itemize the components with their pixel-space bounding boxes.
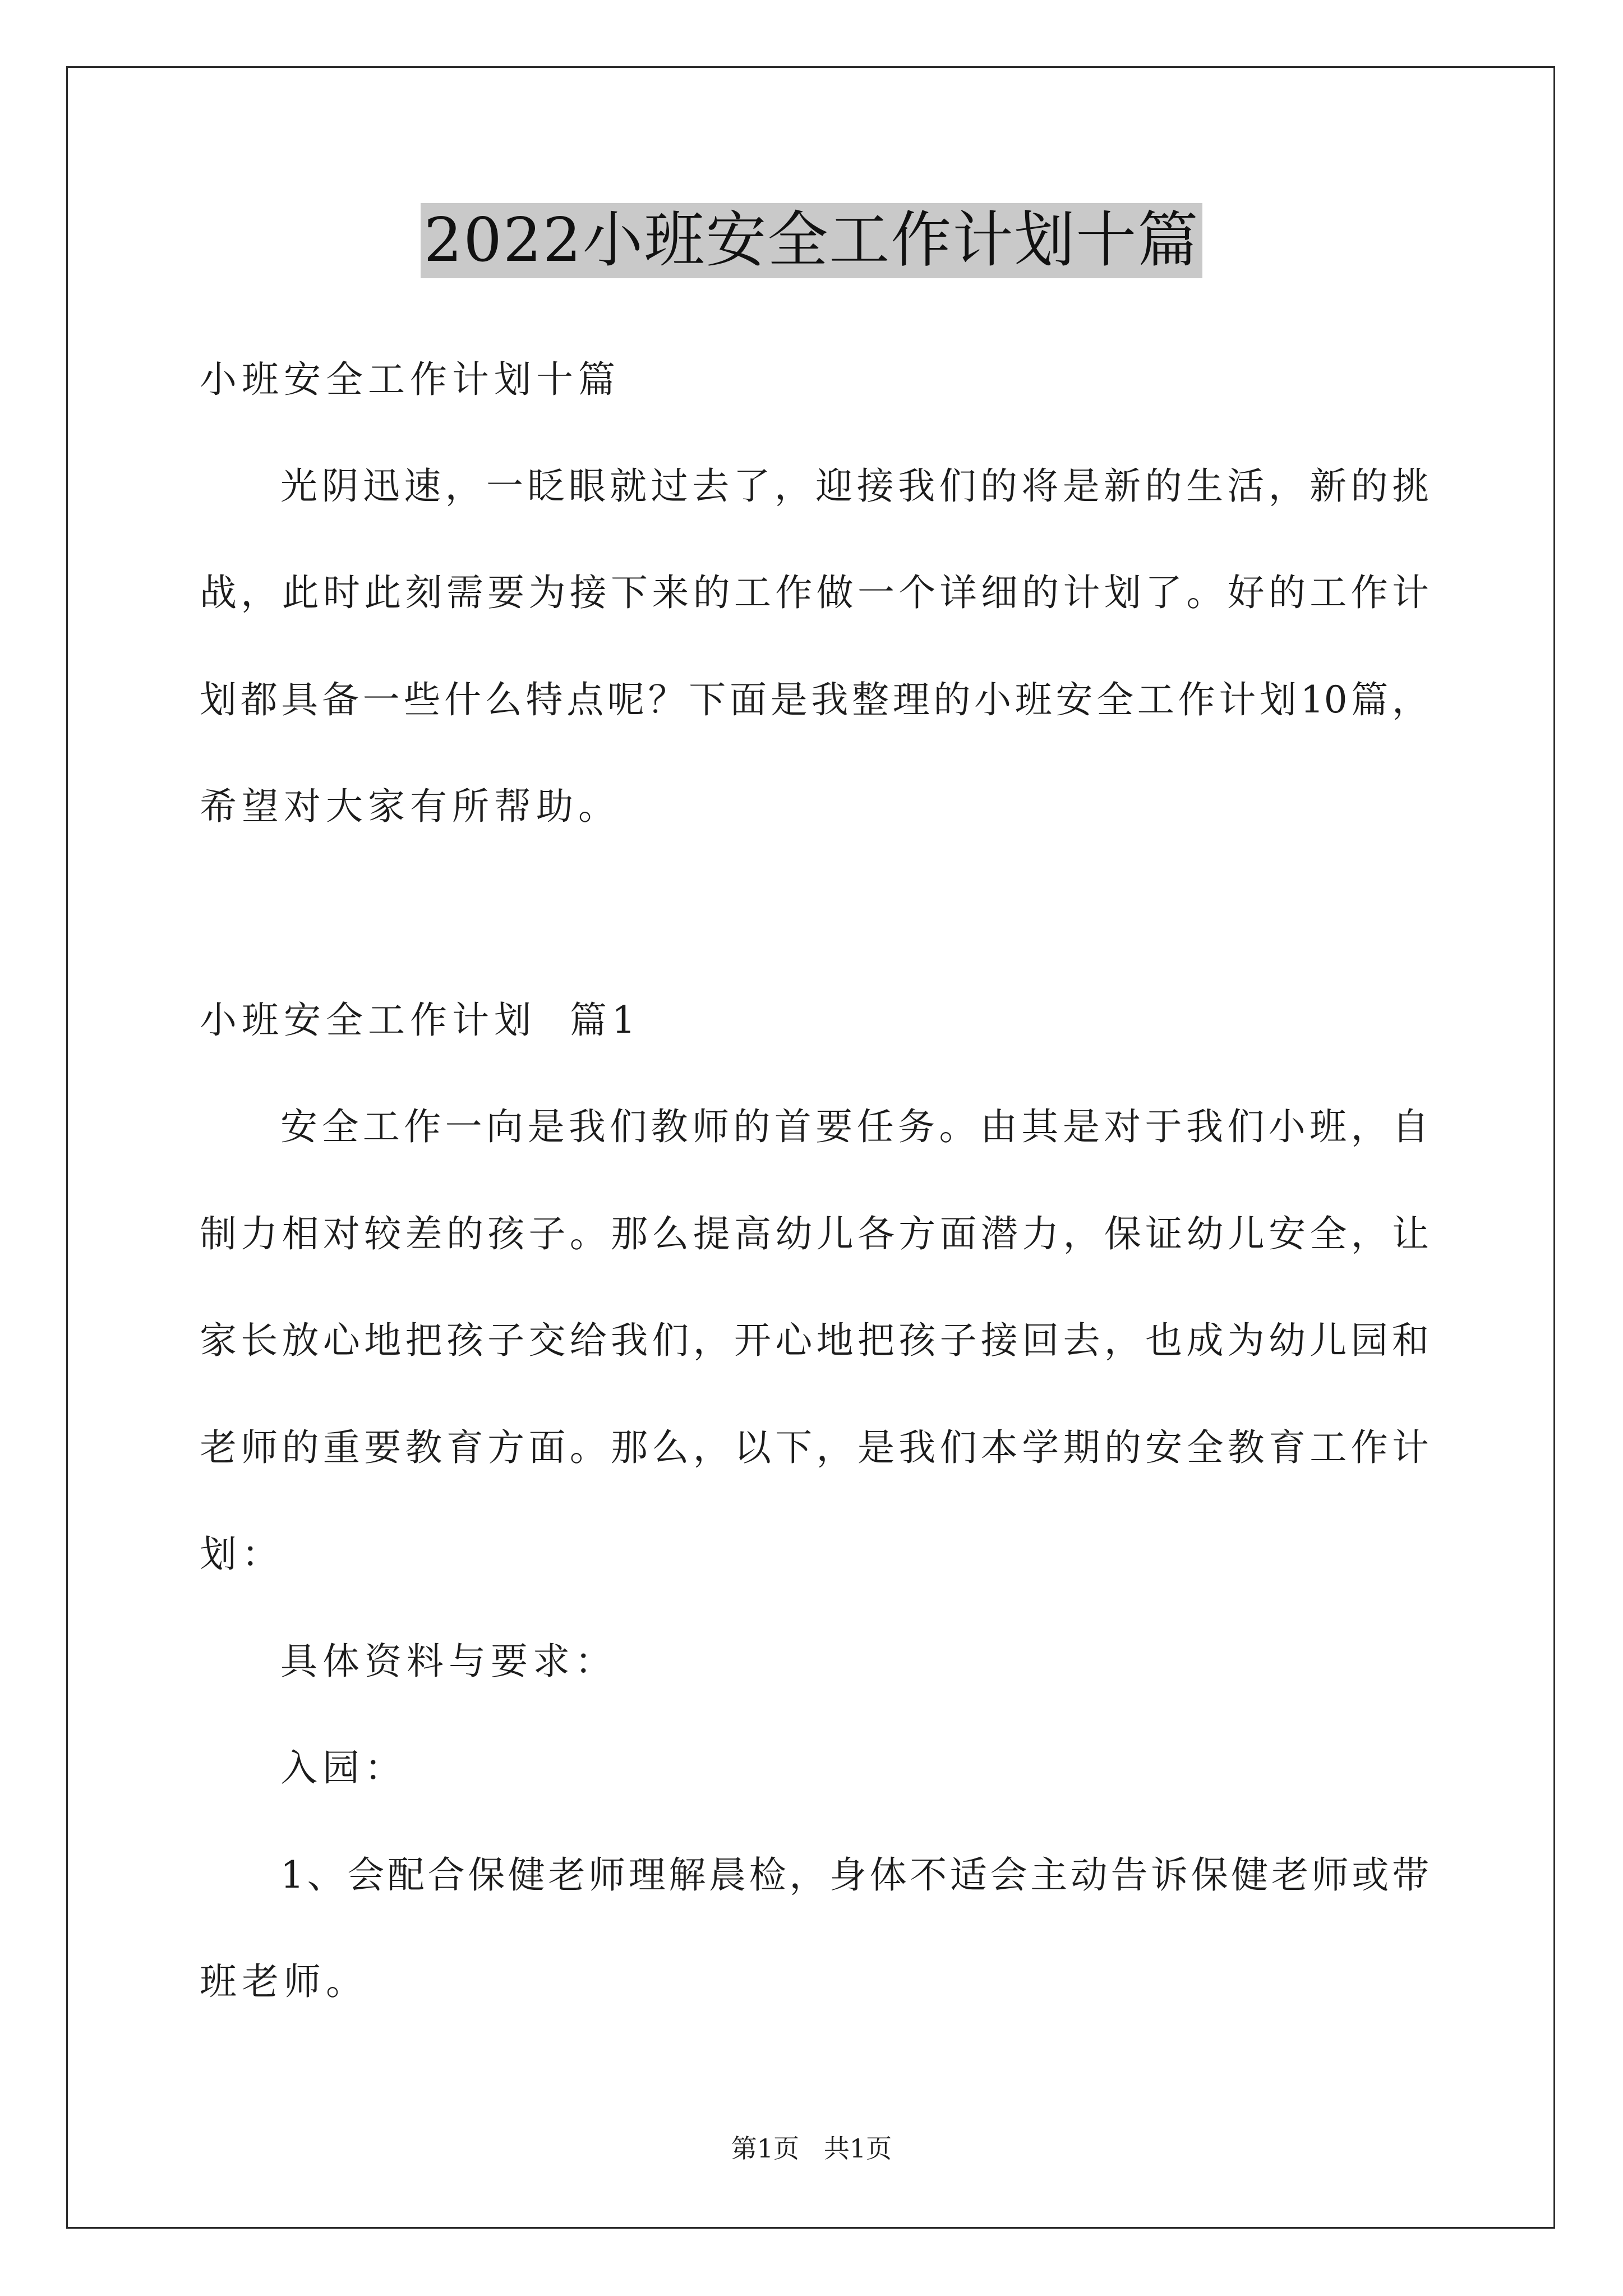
intro-line-1: 光阴迅速，一眨眼就过去了，迎接我们的将是新的生活，新的挑 xyxy=(280,464,1429,508)
section-para-line-2: 制力相对较差的孩子。那么提高幼儿各方面潜力，保证幼儿安全，让 xyxy=(200,1212,1429,1255)
intro-line-2: 战，此时此刻需要为接下来的工作做一个详细的计划了。好的工作计 xyxy=(200,571,1429,614)
list-item-1-line-1: 1、会配合保健老师理解晨检，身体不适会主动告诉保健老师或带 xyxy=(280,1853,1429,1897)
intro-line-4: 希望对大家有所帮助。 xyxy=(200,785,620,828)
intro-line-3: 划都具备一些什么特点呢？下面是我整理的小班安全工作计划10篇， xyxy=(200,678,1429,721)
title-container xyxy=(0,203,1623,278)
page-footer: 第1页 共1页 xyxy=(731,2133,892,2164)
section-heading: 小班安全工作计划 篇1 xyxy=(200,999,640,1042)
requirements-label: 具体资料与要求： xyxy=(280,1640,617,1683)
section-para-line-4: 老师的重要教育方面。那么，以下，是我们本学期的安全教育工作计 xyxy=(200,1426,1429,1469)
document-title: 2022小班安全工作计划十篇 xyxy=(421,203,1203,278)
section-para-line-3: 家长放心地把孩子交给我们，开心地把孩子接回去，也成为幼儿园和 xyxy=(200,1319,1429,1362)
list-item-1-line-2: 班老师。 xyxy=(200,1960,368,2003)
document-subtitle: 小班安全工作计划十篇 xyxy=(200,358,620,401)
section-para-line-1: 安全工作一向是我们教师的首要任务。由其是对于我们小班，自 xyxy=(280,1105,1429,1148)
section-para-line-5: 划： xyxy=(200,1533,284,1576)
entry-label: 入园： xyxy=(280,1746,407,1789)
